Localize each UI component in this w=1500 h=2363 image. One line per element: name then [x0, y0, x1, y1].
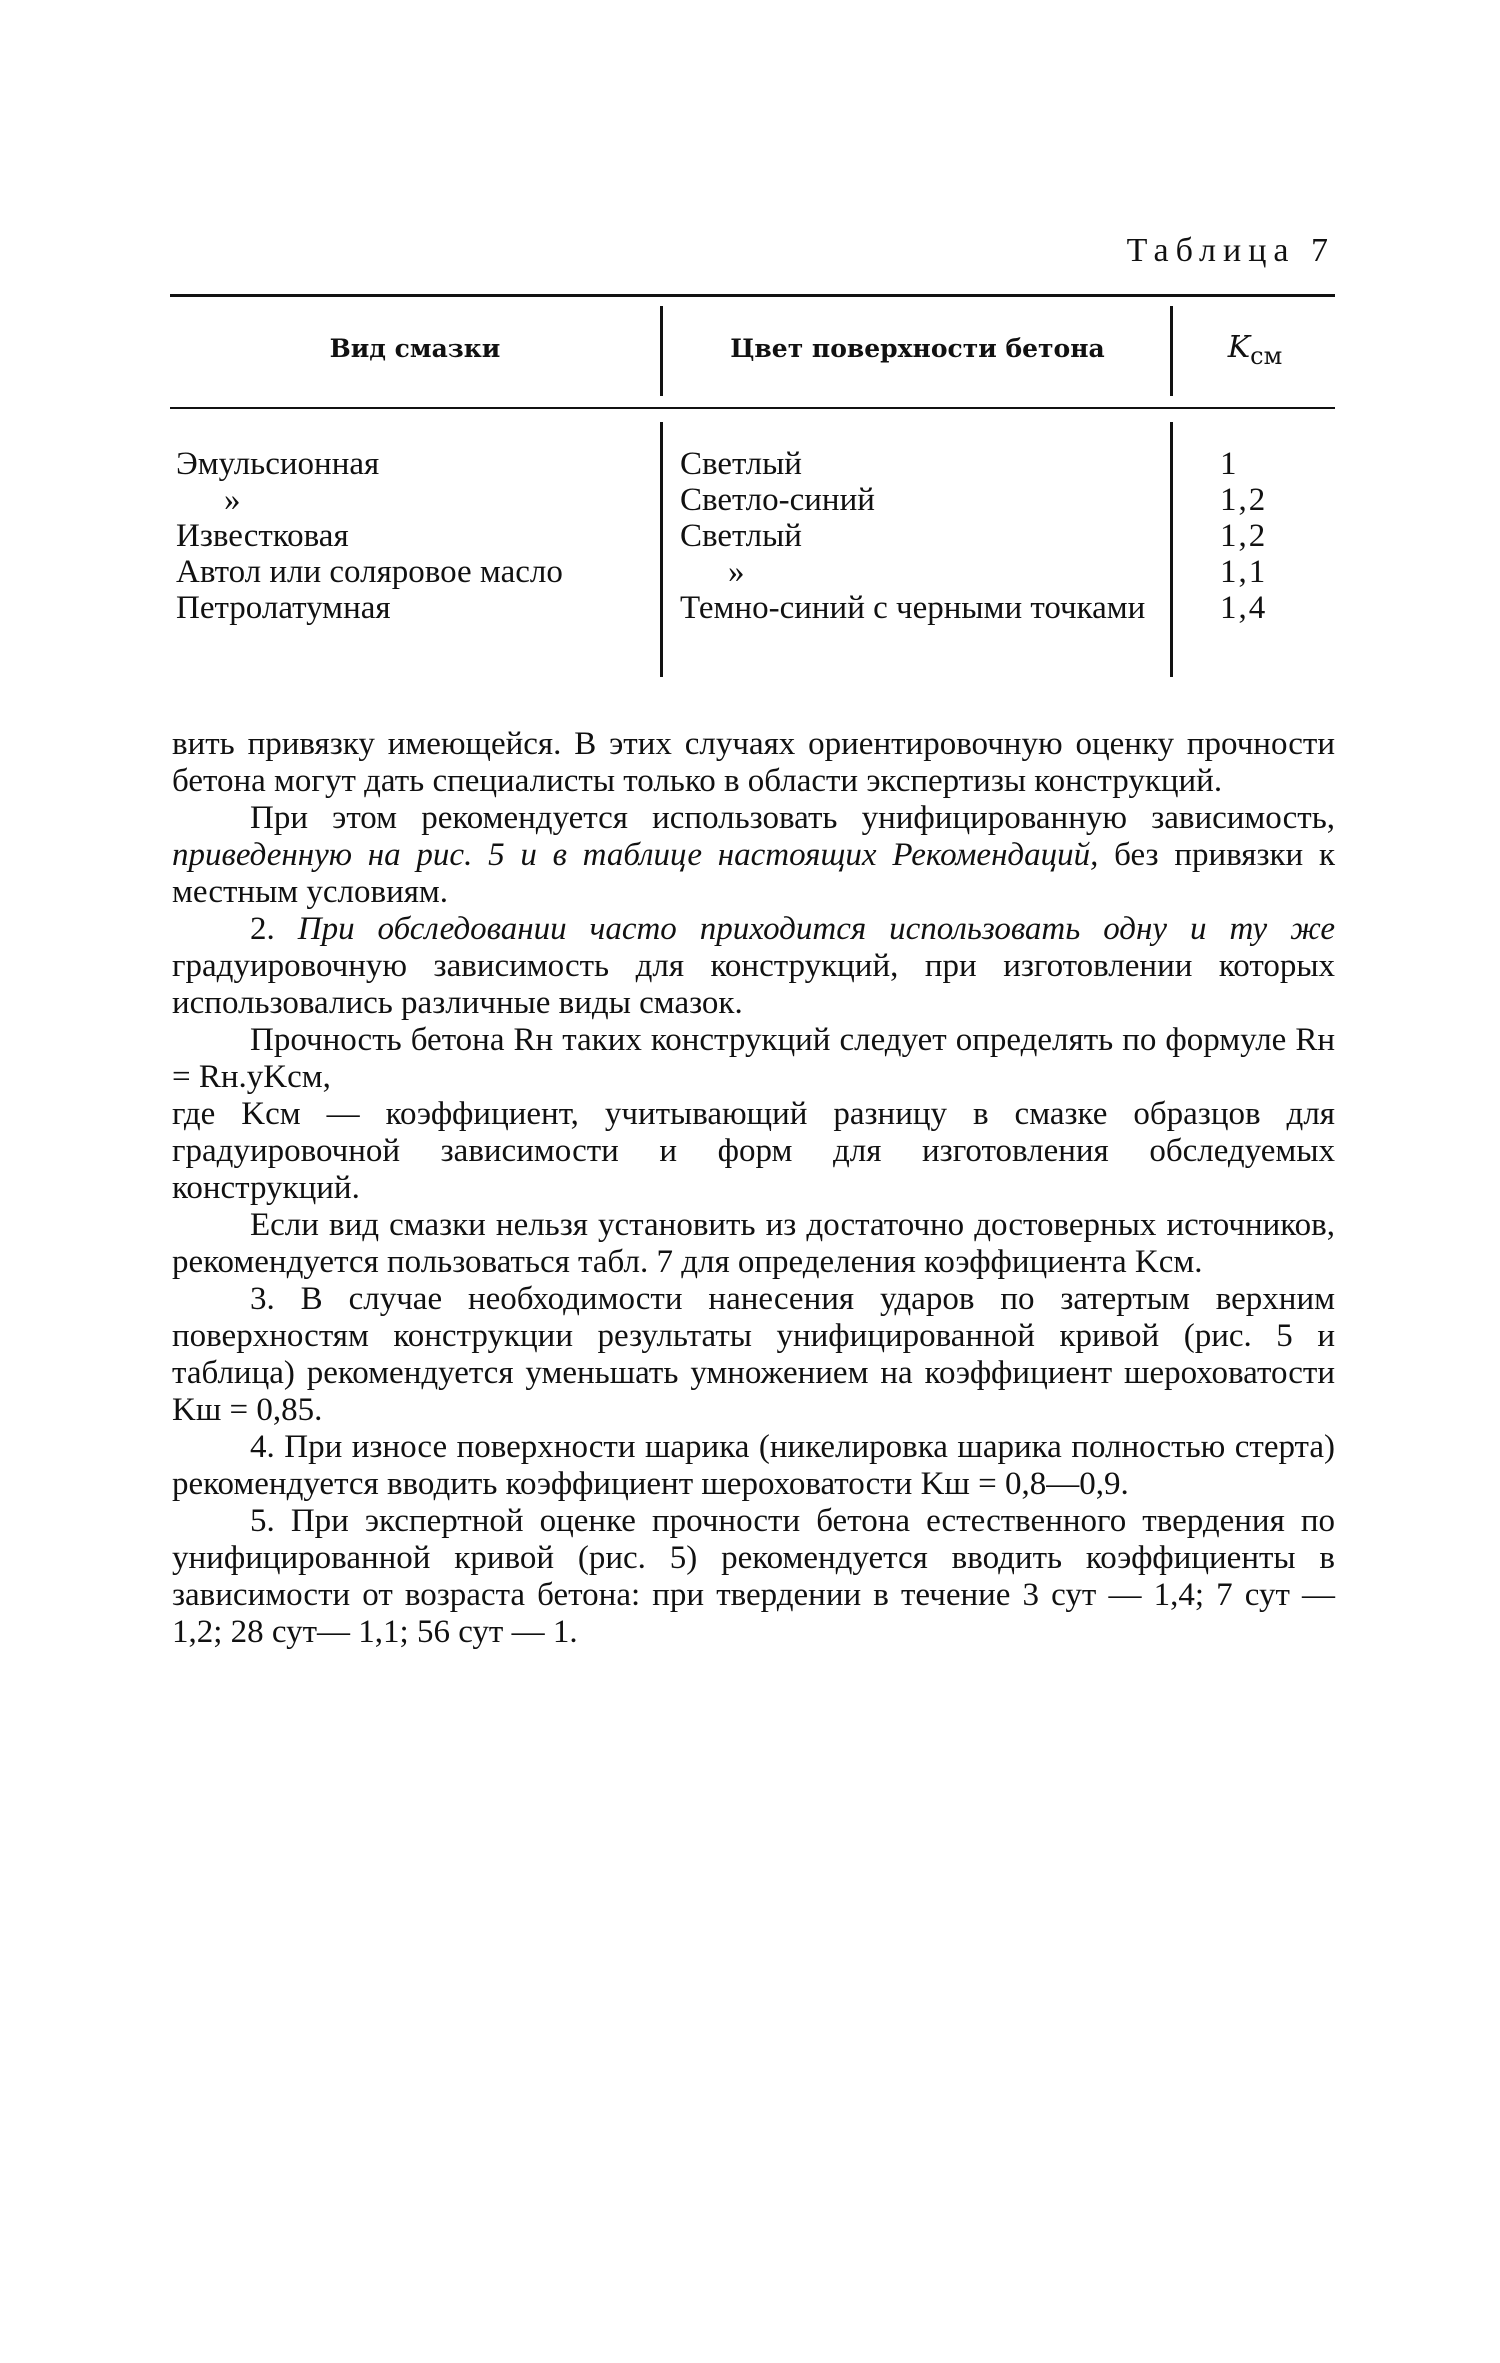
table-cell: 1,2	[1220, 518, 1268, 554]
paragraph	[172, 911, 1335, 1022]
column-divider	[1170, 422, 1173, 677]
header-lubricant-type: Вид смазки	[329, 334, 501, 363]
paragraph	[172, 800, 1335, 911]
table-cell: 1,1	[1220, 554, 1268, 590]
table-cell: »	[728, 554, 745, 590]
table-cell: Автол или соляровое масло	[176, 554, 563, 590]
table-cell: Светлый	[680, 518, 802, 554]
column-lubricant-type	[176, 446, 656, 626]
paragraph: Прочность бетона Rн таких конструкций следует определять по формуле Rн = Rн.уKсм,	[172, 1022, 1335, 1095]
table-cell: »	[224, 482, 241, 518]
paragraph: где Kсм — коэффициент, учитывающий разницу в смазке образцов для градуировочной зависимости и форм для изготовления обследуемых конструкций.	[172, 1096, 1335, 1206]
table-cell: Темно-синий с черными точками	[680, 590, 1146, 626]
table-top-rule	[170, 294, 1335, 297]
paragraph: 5. При экспертной оценке прочности бетона естественного твердения по унифицированной кривой (рис. 5) рекомендуется вводить коэффициенты в зависимости от возраста бетона: при твердении в течение 3 сут — 1,4; 7 сут — 1,2; 28 сут— 1,1; 56 сут — 1.	[172, 1503, 1335, 1650]
table-cell: 1	[1220, 446, 1239, 482]
body-text	[172, 726, 1335, 1651]
table-cell: 1,4	[1220, 590, 1268, 626]
table-caption: Таблица 7	[1126, 232, 1335, 269]
paragraph: 4. При износе поверхности шарика (никелировка шарика полностью стерта) рекомендуется вводить коэффициент шероховатости Kш = 0,8—0,9.	[172, 1429, 1335, 1502]
paragraph: 3. В случае необходимости нанесения ударов по затертым верхним поверхностям конструкции результаты унифицированной кривой (рис. 5 и таблица) рекомендуется уменьшать умножением на коэффициент шероховатости Kш = 0,85.	[172, 1281, 1335, 1428]
table-cell: Известковая	[176, 518, 349, 554]
paragraph-text: градуировочную зависимость для конструкций, при изготовлении которых использовались различные виды смазок.	[172, 948, 1335, 1021]
header-coefficient-symbol: K	[1227, 330, 1251, 365]
paragraph: вить привязку имеющейся. В этих случаях ориентировочную оценку прочности бетона могут дать специалисты только в области экспертизы конструкций.	[172, 726, 1335, 799]
column-surface-color	[680, 446, 1150, 626]
column-divider	[660, 422, 663, 677]
header-coefficient	[1175, 330, 1335, 370]
column-coefficient	[1220, 446, 1320, 626]
lubricant-table	[170, 294, 1335, 679]
paragraph: Если вид смазки нельзя установить из достаточно достоверных источников, рекомендуется пользоваться табл. 7 для определения коэффициента Kсм.	[172, 1207, 1335, 1280]
paragraph-text: без привязки к местным условиям.	[172, 837, 1335, 910]
table-header-rule	[170, 407, 1335, 409]
table-cell: 1,2	[1220, 482, 1268, 518]
paragraph-text: 2.	[250, 911, 298, 947]
table-cell: Петролатумная	[176, 590, 391, 626]
table-cell: Эмульсионная	[176, 446, 380, 482]
column-divider	[1170, 306, 1173, 396]
paragraph-emphasis: приведенную на рис. 5 и в таблице настоящих Рекомендаций,	[172, 837, 1099, 873]
table-cell: Светло-синий	[680, 482, 875, 518]
header-coefficient-subscript: см	[1250, 342, 1283, 370]
paragraph-emphasis: При обследовании часто приходится использовать одну и ту же	[297, 911, 1336, 947]
paragraph-text: При этом рекомендуется использовать унифицированную зависимость,	[250, 800, 1335, 836]
column-divider	[660, 306, 663, 396]
table-cell: Светлый	[680, 446, 802, 482]
header-surface-color: Цвет поверхности бетона	[730, 334, 1105, 363]
